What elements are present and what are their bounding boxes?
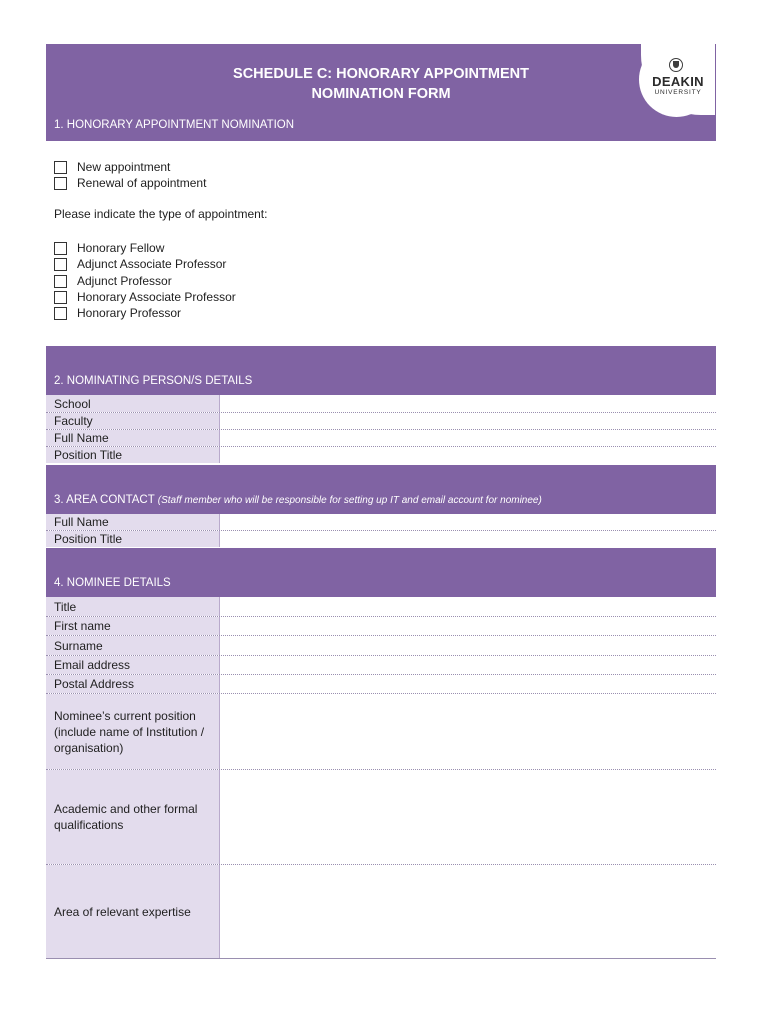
nominee-current-position-input[interactable] bbox=[220, 694, 716, 769]
checkbox[interactable] bbox=[54, 242, 67, 255]
section-4-heading: 4. NOMINEE DETAILS bbox=[54, 577, 171, 589]
deakin-logo bbox=[641, 44, 715, 115]
field-label: Position Title bbox=[46, 447, 220, 463]
header-band bbox=[46, 44, 716, 141]
field-label: Email address bbox=[46, 656, 220, 674]
section-3 bbox=[46, 465, 716, 547]
field-label: First name bbox=[46, 617, 220, 635]
option-honorary-professor[interactable] bbox=[54, 305, 181, 321]
section-3-heading bbox=[54, 494, 542, 506]
field-row-contact-position-title bbox=[46, 531, 716, 547]
section-2-heading: 2. NOMINATING PERSON/S DETAILS bbox=[54, 375, 253, 387]
appointment-type-question: Please indicate the type of appointment: bbox=[54, 207, 268, 221]
checkbox[interactable] bbox=[54, 258, 67, 271]
field-row-title bbox=[46, 597, 716, 617]
option-renewal[interactable] bbox=[54, 175, 206, 191]
section-3-title: 3. AREA CONTACT bbox=[54, 494, 155, 506]
nominee-first-name-input[interactable] bbox=[220, 617, 716, 635]
field-row-postal-address bbox=[46, 675, 716, 694]
option-label: Adjunct Professor bbox=[77, 274, 172, 288]
option-label: Renewal of appointment bbox=[77, 176, 207, 190]
field-row-contact-full-name bbox=[46, 514, 716, 531]
section-2 bbox=[46, 346, 716, 463]
field-row-email bbox=[46, 656, 716, 675]
field-label: Full Name bbox=[46, 430, 220, 446]
field-row-first-name bbox=[46, 617, 716, 636]
option-new-appointment[interactable] bbox=[54, 159, 170, 175]
nominee-expertise-input[interactable] bbox=[220, 865, 716, 958]
field-label: Title bbox=[46, 597, 220, 616]
field-label: Area of relevant expertise bbox=[46, 865, 220, 958]
checkbox[interactable] bbox=[54, 307, 67, 320]
field-label: Nominee’s current position (include name of Institution / organisation) bbox=[46, 694, 220, 769]
field-label: Full Name bbox=[46, 514, 220, 530]
field-label: Academic and other formal qualifications bbox=[46, 770, 220, 864]
form-page bbox=[46, 44, 716, 919]
field-row-school bbox=[46, 395, 716, 413]
logo-subtitle: UNIVERSITY bbox=[654, 89, 702, 96]
option-label: New appointment bbox=[77, 160, 171, 174]
section-1-heading: 1. HONORARY APPOINTMENT NOMINATION bbox=[54, 119, 295, 131]
option-honorary-fellow[interactable] bbox=[54, 240, 164, 256]
option-adjunct-professor[interactable] bbox=[54, 273, 172, 289]
nominee-qualifications-input[interactable] bbox=[220, 770, 716, 864]
field-label: Postal Address bbox=[46, 675, 220, 693]
field-row-current-position bbox=[46, 694, 716, 770]
section-4 bbox=[46, 548, 716, 959]
option-adjunct-associate-professor[interactable] bbox=[54, 256, 226, 272]
section-4-band bbox=[46, 548, 716, 597]
checkbox[interactable] bbox=[54, 275, 67, 288]
nominee-email-input[interactable] bbox=[220, 656, 716, 674]
section-2-band bbox=[46, 346, 716, 395]
faculty-input[interactable] bbox=[220, 413, 716, 429]
field-label: Surname bbox=[46, 636, 220, 655]
section-3-note: (Staff member who will be responsible for setting up IT and email account for nominee) bbox=[157, 495, 542, 506]
title-line-2: NOMINATION FORM bbox=[311, 86, 451, 102]
checkbox[interactable] bbox=[54, 291, 67, 304]
field-row-position-title bbox=[46, 447, 716, 463]
contact-full-name-input[interactable] bbox=[220, 514, 716, 530]
field-row-full-name bbox=[46, 430, 716, 447]
nominator-full-name-input[interactable] bbox=[220, 430, 716, 446]
field-row-expertise bbox=[46, 865, 716, 959]
nominee-title-input[interactable] bbox=[220, 597, 716, 616]
nominator-position-title-input[interactable] bbox=[220, 447, 716, 463]
field-row-surname bbox=[46, 636, 716, 656]
field-label: Faculty bbox=[46, 413, 220, 429]
contact-position-title-input[interactable] bbox=[220, 531, 716, 547]
form-title bbox=[46, 64, 716, 104]
title-line-1: SCHEDULE C: HONORARY APPOINTMENT bbox=[233, 66, 529, 82]
checkbox[interactable] bbox=[54, 177, 67, 190]
logo-name: DEAKIN bbox=[652, 74, 704, 89]
nominee-postal-address-input[interactable] bbox=[220, 675, 716, 693]
field-row-faculty bbox=[46, 413, 716, 430]
field-label: School bbox=[46, 395, 220, 412]
option-label: Adjunct Associate Professor bbox=[77, 257, 227, 271]
option-label: Honorary Fellow bbox=[77, 241, 165, 255]
option-label: Honorary Associate Professor bbox=[77, 290, 236, 304]
option-honorary-associate-professor[interactable] bbox=[54, 289, 236, 305]
section-3-band bbox=[46, 465, 716, 514]
nominee-surname-input[interactable] bbox=[220, 636, 716, 655]
field-label: Position Title bbox=[46, 531, 220, 547]
field-row-qualifications bbox=[46, 770, 716, 865]
option-label: Honorary Professor bbox=[77, 306, 182, 320]
crest-icon bbox=[669, 58, 683, 72]
checkbox[interactable] bbox=[54, 161, 67, 174]
school-input[interactable] bbox=[220, 395, 716, 412]
